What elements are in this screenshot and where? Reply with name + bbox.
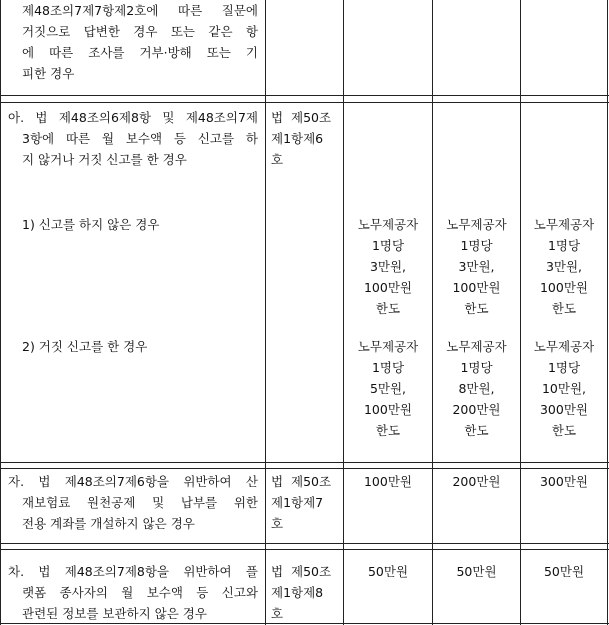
row2-law-line: 제1항제6 (271, 131, 324, 146)
fine-3rd: 1명당 (547, 238, 581, 253)
row3-law-line: 법 제50조 (271, 474, 332, 489)
fine-3rd: 100만원 (539, 280, 588, 295)
fine-1st: 5만원, (369, 381, 407, 396)
fine-2nd: 200만원 (452, 474, 501, 489)
row3-desc-line: 재보험료 원천공제 및 납부를 위한 (22, 495, 258, 510)
row2-desc-line: 지 않거나 거짓 신고를 한 경우 (22, 152, 187, 167)
row1-desc-line: 거짓으로 답변한 경우 또는 같은 항 (22, 24, 258, 39)
fine-2nd: 50만원 (456, 564, 497, 579)
fine-2nd: 200만원 (452, 402, 501, 417)
table-border-right (607, 0, 608, 625)
fine-3rd: 노무제공자 (533, 339, 595, 354)
row2-sub1-label: 1) 신고를 하지 않은 경우 (22, 217, 160, 232)
row2-desc-line: 3항에 따른 월 보수액 등 신고를 하 (22, 131, 258, 146)
row-divider (0, 468, 609, 469)
fine-2nd: 1명당 (460, 360, 493, 375)
fine-2nd: 한도 (464, 423, 489, 438)
row4-desc-line: 관련된 정보를 보관하지 않은 경우 (22, 606, 207, 621)
row-divider (0, 102, 609, 103)
fine-1st: 100만원 (363, 402, 412, 417)
fine-3rd: 50만원 (543, 564, 585, 579)
fine-2nd: 노무제공자 (446, 217, 507, 232)
row3-law-line: 호 (271, 516, 284, 531)
row2-sub2-label: 2) 거짓 신고를 한 경우 (22, 339, 148, 354)
fine-1st: 한도 (375, 423, 401, 438)
fine-1st: 1명당 (371, 360, 405, 375)
fine-1st: 100만원 (363, 280, 412, 295)
row4-law-line: 제1항제8 (271, 585, 324, 600)
row3-desc-line: 자. 법 제48조의7제6항을 위반하여 산 (8, 474, 258, 489)
fine-2nd: 한도 (464, 301, 489, 316)
fine-3rd: 한도 (551, 301, 577, 316)
fine-1st: 100만원 (363, 474, 412, 489)
fine-1st: 3만원, (369, 259, 407, 274)
row4-desc-line: 랫폼 종사자의 월 보수액 등 신고와 (22, 585, 258, 600)
row4-law-line: 호 (271, 606, 284, 621)
fine-3rd: 1명당 (547, 360, 581, 375)
fine-1st: 1명당 (371, 238, 405, 253)
fine-1st: 50만원 (367, 564, 409, 579)
row3-law-line: 제1항제7 (271, 495, 324, 510)
fine-3rd: 한도 (551, 423, 577, 438)
row3-desc-line: 전용 계좌를 개설하지 않은 경우 (22, 516, 195, 531)
fine-2nd: 노무제공자 (446, 339, 507, 354)
fine-1st: 한도 (375, 301, 401, 316)
row-divider (0, 462, 609, 463)
fine-2nd: 100만원 (452, 280, 501, 295)
fine-3rd: 노무제공자 (533, 217, 595, 232)
fine-1st: 노무제공자 (357, 339, 419, 354)
row1-desc-line: 제48조의7제7항제2호에 따른 질문에 (22, 3, 258, 18)
row4-desc-line: 차. 법 제48조의7제8항을 위반하여 플 (8, 564, 258, 579)
fine-2nd: 8만원, (458, 381, 495, 396)
fine-3rd: 300만원 (539, 474, 588, 489)
fine-3rd: 300만원 (539, 402, 588, 417)
row2-law-line: 법 제50조 (271, 110, 332, 125)
fine-1st: 노무제공자 (357, 217, 419, 232)
column-divider (265, 0, 266, 625)
row-divider (0, 95, 609, 96)
table-border-left (0, 0, 1, 625)
fine-2nd: 3만원, (458, 259, 495, 274)
fine-2nd: 1명당 (460, 238, 493, 253)
row4-law-line: 법 제50조 (271, 564, 332, 579)
fine-3rd: 3만원, (545, 259, 583, 274)
row2-desc-line: 아. 법 제48조의6제8항 및 제48조의7제 (8, 110, 258, 125)
row2-law-line: 호 (271, 152, 284, 167)
row-divider (0, 549, 609, 550)
row-divider (0, 543, 609, 544)
row1-desc-line: 에 따른 조사를 거부·방해 또는 기 (22, 45, 258, 60)
row1-desc-line: 피한 경우 (22, 66, 75, 81)
fine-3rd: 10만원, (541, 381, 587, 396)
